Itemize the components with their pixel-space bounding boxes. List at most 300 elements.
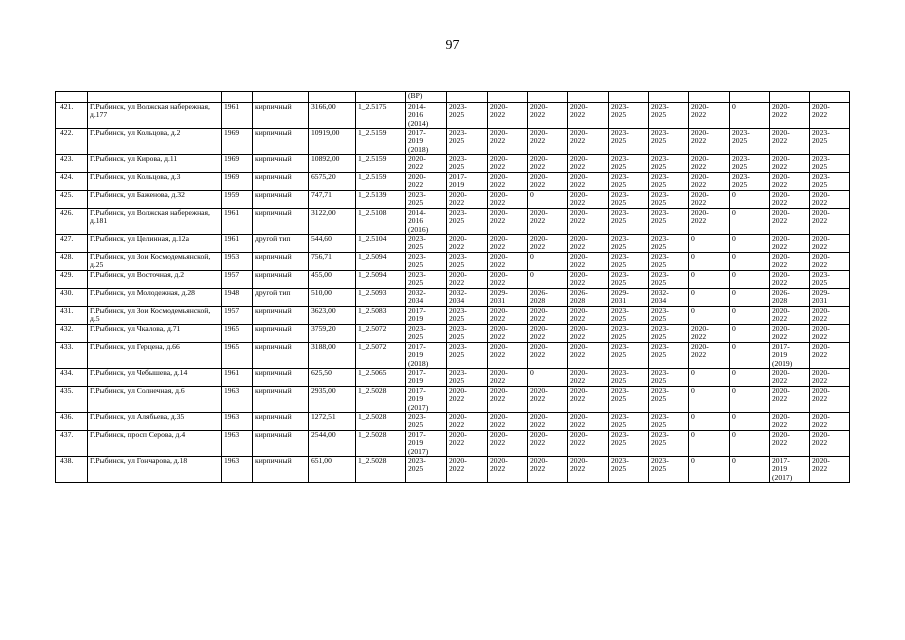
- table-cell: 2023- 2025: [609, 325, 649, 343]
- table-cell: кирпичный: [253, 413, 309, 431]
- table-cell: 2020- 2022: [770, 431, 810, 457]
- table-body: [56, 92, 850, 483]
- row-number-cell: 425.: [56, 191, 88, 209]
- table-cell: 2020- 2022: [810, 343, 850, 369]
- table-cell: 2020- 2022: [488, 325, 528, 343]
- table-cell: 2023- 2025: [649, 103, 689, 129]
- table-cell: кирпичный: [253, 253, 309, 271]
- address-cell: Г.Рыбинск, ул Кольцова, д.2: [88, 129, 222, 155]
- table-cell: 0: [730, 387, 770, 413]
- table-cell: 3166,00: [309, 103, 356, 129]
- table-row: [56, 209, 850, 235]
- row-number-cell: 431.: [56, 307, 88, 325]
- table-cell: 2026- 2028: [770, 289, 810, 307]
- table-row: [56, 387, 850, 413]
- row-number-cell: 432.: [56, 325, 88, 343]
- table-cell: 2026- 2028: [528, 289, 568, 307]
- table-cell: 2020- 2022: [406, 155, 447, 173]
- table-cell: 2023- 2025: [609, 413, 649, 431]
- address-cell: Г.Рыбинск, ул Алябьева, д.35: [88, 413, 222, 431]
- table-cell: 0: [730, 209, 770, 235]
- table-cell: 2023- 2025: [406, 271, 447, 289]
- address-cell: Г.Рыбинск, ул Волжская набережная, д.177: [88, 103, 222, 129]
- table-cell: 2023- 2025: [649, 209, 689, 235]
- table-cell: 10919,00: [309, 129, 356, 155]
- address-cell: Г.Рыбинск, ул Кольцова, д.3: [88, 173, 222, 191]
- table-cell: другой тип: [253, 235, 309, 253]
- table-cell: [609, 92, 649, 103]
- table-cell: 2023- 2025: [447, 253, 488, 271]
- table-row: [56, 103, 850, 129]
- table-cell: 2020- 2022: [488, 307, 528, 325]
- table-cell: 2020- 2022: [689, 103, 730, 129]
- table-cell: 2023- 2025: [649, 271, 689, 289]
- table-cell: 0: [689, 289, 730, 307]
- table-cell: 544,60: [309, 235, 356, 253]
- table-cell: кирпичный: [253, 271, 309, 289]
- address-cell: Г.Рыбинск, ул Чкалова, д.71: [88, 325, 222, 343]
- table-cell: 0: [730, 253, 770, 271]
- table-cell: 2020- 2022: [568, 369, 609, 387]
- table-cell: 1961: [222, 103, 253, 129]
- table-cell: 2020- 2022: [488, 155, 528, 173]
- table-cell: 2020- 2022: [568, 271, 609, 289]
- table-cell: 2020- 2022: [528, 343, 568, 369]
- table-cell: 2020- 2022: [810, 387, 850, 413]
- table-cell: 2020- 2022: [568, 191, 609, 209]
- table-cell: 2014- 2016 (2014): [406, 103, 447, 129]
- table-cell: 2020- 2022: [528, 431, 568, 457]
- table-cell: 2023- 2025: [649, 369, 689, 387]
- table-cell: 2023- 2025: [810, 155, 850, 173]
- address-cell: Г.Рыбинск, ул Молодежная, д.28: [88, 289, 222, 307]
- table-cell: 0: [730, 457, 770, 483]
- row-number-cell: 437.: [56, 431, 88, 457]
- table-cell: 0: [730, 413, 770, 431]
- table-cell: [689, 92, 730, 103]
- table-cell: 1_2.5159: [356, 173, 406, 191]
- row-number-cell: 426.: [56, 209, 88, 235]
- table-cell: 2023- 2025: [649, 173, 689, 191]
- table-row: [56, 413, 850, 431]
- address-cell: Г.Рыбинск, ул Гончарова, д.18: [88, 457, 222, 483]
- table-cell: 0: [730, 191, 770, 209]
- table-cell: 1_2.5028: [356, 413, 406, 431]
- table-cell: 651,00: [309, 457, 356, 483]
- table-cell: 2020- 2022: [488, 413, 528, 431]
- table-row: [56, 271, 850, 289]
- table-cell: 2023- 2025: [649, 129, 689, 155]
- address-cell: Г.Рыбинск, ул Герцена, д.66: [88, 343, 222, 369]
- table-cell: 2020- 2022: [770, 235, 810, 253]
- table-cell: 0: [689, 457, 730, 483]
- table-cell: [770, 92, 810, 103]
- table-cell: 2020- 2022: [689, 343, 730, 369]
- table-cell: 2023- 2025: [609, 271, 649, 289]
- table-cell: 2020- 2022: [447, 387, 488, 413]
- table-cell: 1953: [222, 253, 253, 271]
- table-cell: 2020- 2022: [447, 235, 488, 253]
- table-cell: 1_2.5065: [356, 369, 406, 387]
- table-cell: 2020- 2022: [488, 457, 528, 483]
- table-cell: 2023- 2025: [609, 387, 649, 413]
- table-cell: 2020- 2022: [810, 325, 850, 343]
- table-cell: 2023- 2025: [730, 155, 770, 173]
- table-cell: 2020- 2022: [488, 343, 528, 369]
- table-cell: кирпичный: [253, 191, 309, 209]
- table-cell: 2020- 2022: [770, 191, 810, 209]
- table-cell: 2020- 2022: [528, 413, 568, 431]
- table-cell: 2023- 2025: [649, 413, 689, 431]
- table-row: [56, 155, 850, 173]
- table-cell: 2020- 2022: [528, 307, 568, 325]
- table-cell: 2023- 2025: [649, 325, 689, 343]
- table-cell: 2023- 2025: [406, 235, 447, 253]
- table-cell: кирпичный: [253, 173, 309, 191]
- table-cell: 0: [528, 191, 568, 209]
- table-cell: 2017- 2019 (2018): [406, 343, 447, 369]
- table-cell: 0: [689, 271, 730, 289]
- table-row: [56, 343, 850, 369]
- table-cell: 2017- 2019: [406, 307, 447, 325]
- table-cell: 1969: [222, 173, 253, 191]
- table-cell: 2023- 2025: [406, 191, 447, 209]
- table-row: [56, 325, 850, 343]
- address-cell: Г.Рыбинск, ул Баженова, д.32: [88, 191, 222, 209]
- table-row: [56, 173, 850, 191]
- table-cell: 0: [689, 235, 730, 253]
- table-cell: 2023- 2025: [810, 271, 850, 289]
- table-cell: 0: [730, 103, 770, 129]
- table-cell: кирпичный: [253, 103, 309, 129]
- table-cell: 1_2.5094: [356, 271, 406, 289]
- table-row: [56, 191, 850, 209]
- table-cell: 2020- 2022: [528, 173, 568, 191]
- table-cell: 2020- 2022: [568, 413, 609, 431]
- address-cell: [88, 92, 222, 103]
- table-cell: 455,00: [309, 271, 356, 289]
- table-cell: 2020- 2022: [568, 325, 609, 343]
- address-cell: Г.Рыбинск, ул Восточная, д.2: [88, 271, 222, 289]
- table-cell: 2023- 2025: [730, 129, 770, 155]
- table-cell: 2020- 2022: [770, 173, 810, 191]
- table-cell: 1_2.5028: [356, 387, 406, 413]
- table-cell: 2020- 2022: [568, 209, 609, 235]
- table-cell: 2020- 2022: [689, 191, 730, 209]
- table-cell: 1_2.5028: [356, 457, 406, 483]
- table-cell: (ВР): [406, 92, 447, 103]
- row-number-cell: 438.: [56, 457, 88, 483]
- table-cell: 3188,00: [309, 343, 356, 369]
- table-cell: 2017- 2019 (2018): [406, 129, 447, 155]
- table-cell: 2023- 2025: [406, 413, 447, 431]
- table-cell: 0: [730, 235, 770, 253]
- table-cell: 2023- 2025: [649, 235, 689, 253]
- table-row: [56, 369, 850, 387]
- table-cell: 2023- 2025: [609, 369, 649, 387]
- table-cell: 2020- 2022: [770, 129, 810, 155]
- table-cell: [528, 92, 568, 103]
- table-cell: 2023- 2025: [447, 103, 488, 129]
- table-cell: 1272,51: [309, 413, 356, 431]
- table-cell: 2020- 2022: [770, 155, 810, 173]
- table-cell: 2023- 2025: [447, 369, 488, 387]
- table-header-row: [56, 92, 850, 103]
- table-cell: кирпичный: [253, 457, 309, 483]
- table-cell: 2023- 2025: [609, 307, 649, 325]
- table-cell: 0: [730, 325, 770, 343]
- table-cell: 2023- 2025: [447, 129, 488, 155]
- table-row: [56, 289, 850, 307]
- table-cell: 3623,00: [309, 307, 356, 325]
- table-cell: 2023- 2025: [649, 457, 689, 483]
- table-cell: 2020- 2022: [488, 369, 528, 387]
- row-number-cell: 424.: [56, 173, 88, 191]
- table-cell: 2020- 2022: [568, 431, 609, 457]
- table-cell: 2020- 2022: [447, 431, 488, 457]
- table-cell: [730, 92, 770, 103]
- table-cell: 2020- 2022: [689, 155, 730, 173]
- table-cell: 1957: [222, 307, 253, 325]
- table-cell: 2020- 2022: [568, 307, 609, 325]
- table-cell: 2020- 2022: [568, 235, 609, 253]
- table-cell: 1963: [222, 413, 253, 431]
- table-cell: 2020- 2022: [770, 253, 810, 271]
- table-cell: 2032- 2034: [447, 289, 488, 307]
- table-cell: 0: [730, 307, 770, 325]
- row-number-cell: 434.: [56, 369, 88, 387]
- table-cell: 2029- 2031: [488, 289, 528, 307]
- table-cell: 2020- 2022: [528, 387, 568, 413]
- table-cell: 2023- 2025: [609, 235, 649, 253]
- table-cell: 2026- 2028: [568, 289, 609, 307]
- table-cell: 0: [528, 253, 568, 271]
- table-cell: 2023- 2025: [447, 325, 488, 343]
- row-number-cell: 429.: [56, 271, 88, 289]
- table-row: [56, 307, 850, 325]
- table-cell: 756,71: [309, 253, 356, 271]
- table-cell: 2020- 2022: [488, 103, 528, 129]
- table-cell: 2023- 2025: [609, 173, 649, 191]
- table-cell: 2020- 2022: [568, 103, 609, 129]
- table-cell: 1_2.5094: [356, 253, 406, 271]
- table-row: [56, 431, 850, 457]
- table-cell: 1_2.5104: [356, 235, 406, 253]
- table-cell: 1961: [222, 235, 253, 253]
- table-cell: кирпичный: [253, 129, 309, 155]
- table-cell: 2017- 2019: [447, 173, 488, 191]
- table-cell: 2020- 2022: [770, 387, 810, 413]
- table-cell: 2544,00: [309, 431, 356, 457]
- table-cell: 2023- 2025: [609, 103, 649, 129]
- table-cell: 0: [689, 253, 730, 271]
- table-cell: 2020- 2022: [770, 103, 810, 129]
- table-row: [56, 235, 850, 253]
- table-cell: 0: [528, 271, 568, 289]
- row-number-cell: 433.: [56, 343, 88, 369]
- address-cell: Г.Рыбинск, ул Зои Космодемьянской, д.5: [88, 307, 222, 325]
- table-cell: 2020- 2022: [810, 253, 850, 271]
- table-cell: 2023- 2025: [649, 387, 689, 413]
- table-cell: 2023- 2025: [609, 457, 649, 483]
- table-cell: 2020- 2022: [810, 235, 850, 253]
- table-cell: 2017- 2019: [406, 369, 447, 387]
- address-cell: Г.Рыбинск, ул Волжская набережная, д.181: [88, 209, 222, 235]
- table-cell: 2020- 2022: [528, 209, 568, 235]
- table-cell: кирпичный: [253, 369, 309, 387]
- table-cell: 1_2.5028: [356, 431, 406, 457]
- table-cell: 2020- 2022: [770, 271, 810, 289]
- table-cell: 6575,20: [309, 173, 356, 191]
- table-cell: 2023- 2025: [447, 307, 488, 325]
- table-cell: 2020- 2022: [528, 155, 568, 173]
- table-cell: 2023- 2025: [609, 253, 649, 271]
- table-cell: 2020- 2022: [810, 457, 850, 483]
- table-cell: 2032- 2034: [406, 289, 447, 307]
- table-cell: [222, 92, 253, 103]
- address-cell: Г.Рыбинск, ул Кирова, д.11: [88, 155, 222, 173]
- table-cell: кирпичный: [253, 343, 309, 369]
- table-cell: [309, 92, 356, 103]
- table-cell: 2023- 2025: [649, 431, 689, 457]
- row-number-cell: 435.: [56, 387, 88, 413]
- table-cell: 510,00: [309, 289, 356, 307]
- table-cell: 2023- 2025: [810, 173, 850, 191]
- housing-table: [55, 91, 850, 483]
- table-cell: 2020- 2022: [488, 235, 528, 253]
- table-cell: 2020- 2022: [689, 129, 730, 155]
- table-cell: 2023- 2025: [810, 129, 850, 155]
- table-cell: 2020- 2022: [689, 325, 730, 343]
- table-cell: 3759,20: [309, 325, 356, 343]
- table-cell: 2935,00: [309, 387, 356, 413]
- table-cell: 2020- 2022: [568, 457, 609, 483]
- row-number-cell: 430.: [56, 289, 88, 307]
- row-number-cell: 436.: [56, 413, 88, 431]
- table-cell: 2020- 2022: [447, 271, 488, 289]
- table-cell: [447, 92, 488, 103]
- table-cell: [649, 92, 689, 103]
- table-cell: 2020- 2022: [770, 413, 810, 431]
- table-cell: 2020- 2022: [568, 253, 609, 271]
- row-number-cell: 423.: [56, 155, 88, 173]
- table-cell: 2023- 2025: [609, 191, 649, 209]
- table-cell: 0: [730, 289, 770, 307]
- table-cell: 2020- 2022: [568, 343, 609, 369]
- table-cell: 2023- 2025: [447, 155, 488, 173]
- table-cell: 2023- 2025: [609, 129, 649, 155]
- table-cell: 2020- 2022: [488, 253, 528, 271]
- table-cell: 2020- 2022: [810, 431, 850, 457]
- table-cell: 1963: [222, 431, 253, 457]
- table-cell: 2020- 2022: [528, 103, 568, 129]
- table-cell: 2017- 2019 (2017): [406, 431, 447, 457]
- table-cell: 2020- 2022: [810, 307, 850, 325]
- table-cell: 2020- 2022: [528, 457, 568, 483]
- address-cell: Г.Рыбинск, ул Целинная, д.12а: [88, 235, 222, 253]
- table-cell: кирпичный: [253, 325, 309, 343]
- table-cell: 1963: [222, 387, 253, 413]
- table-cell: 2023- 2025: [649, 253, 689, 271]
- table-cell: 2020- 2022: [568, 173, 609, 191]
- table-cell: 0: [689, 431, 730, 457]
- table-cell: 1969: [222, 129, 253, 155]
- table-cell: кирпичный: [253, 155, 309, 173]
- table-cell: 2032- 2034: [649, 289, 689, 307]
- table-cell: 2020- 2022: [810, 369, 850, 387]
- table-cell: 2023- 2025: [609, 431, 649, 457]
- table-cell: 1948: [222, 289, 253, 307]
- table-cell: 2017- 2019 (2019): [770, 343, 810, 369]
- table-cell: 1_2.5072: [356, 343, 406, 369]
- table-cell: 1959: [222, 191, 253, 209]
- table-cell: 2020- 2022: [810, 209, 850, 235]
- table-cell: кирпичный: [253, 307, 309, 325]
- table-cell: 2020- 2022: [568, 129, 609, 155]
- table-cell: 2020- 2022: [770, 369, 810, 387]
- table-cell: 0: [528, 369, 568, 387]
- table-cell: 2023- 2025: [406, 457, 447, 483]
- table-cell: 0: [689, 413, 730, 431]
- table-cell: 2020- 2022: [770, 209, 810, 235]
- table-cell: [488, 92, 528, 103]
- table-cell: 2020- 2022: [528, 325, 568, 343]
- row-number-cell: 427.: [56, 235, 88, 253]
- row-number-cell: 428.: [56, 253, 88, 271]
- table-cell: 2020- 2022: [810, 413, 850, 431]
- table-cell: 1_2.5108: [356, 209, 406, 235]
- table-cell: 10892,00: [309, 155, 356, 173]
- table-cell: 2023- 2025: [649, 343, 689, 369]
- table-cell: 2023- 2025: [406, 253, 447, 271]
- table-cell: 1_2.5083: [356, 307, 406, 325]
- table-cell: 2014- 2016 (2016): [406, 209, 447, 235]
- table-cell: 2020- 2022: [689, 173, 730, 191]
- table-cell: 1_2.5159: [356, 155, 406, 173]
- address-cell: Г.Рыбинск, ул Зои Космодемьянской, д.25: [88, 253, 222, 271]
- table-cell: 2020- 2022: [447, 191, 488, 209]
- table-cell: 1965: [222, 325, 253, 343]
- table-cell: 2023- 2025: [649, 191, 689, 209]
- table-cell: 2020- 2022: [488, 431, 528, 457]
- address-cell: Г.Рыбинск, просп Серова, д.4: [88, 431, 222, 457]
- table-cell: 2023- 2025: [609, 209, 649, 235]
- table-cell: 2020- 2022: [488, 129, 528, 155]
- table-cell: [810, 92, 850, 103]
- table-cell: 0: [689, 387, 730, 413]
- table-cell: 2020- 2022: [568, 387, 609, 413]
- table-cell: 2023- 2025: [447, 209, 488, 235]
- table-cell: 0: [730, 369, 770, 387]
- table-cell: 1_2.5072: [356, 325, 406, 343]
- table-cell: 1961: [222, 369, 253, 387]
- row-number-cell: 421.: [56, 103, 88, 129]
- table-cell: 2023- 2025: [649, 307, 689, 325]
- table-cell: [253, 92, 309, 103]
- table-cell: 2020- 2022: [447, 457, 488, 483]
- table-cell: 1969: [222, 155, 253, 173]
- table-cell: 2023- 2025: [649, 155, 689, 173]
- table-cell: кирпичный: [253, 387, 309, 413]
- row-number-cell: 422.: [56, 129, 88, 155]
- table-cell: 1_2.5139: [356, 191, 406, 209]
- table-cell: [568, 92, 609, 103]
- table-cell: 0: [730, 271, 770, 289]
- table-cell: 2023- 2025: [730, 173, 770, 191]
- table-cell: 2017- 2019 (2017): [770, 457, 810, 483]
- table-cell: 2020- 2022: [568, 155, 609, 173]
- table-cell: [356, 92, 406, 103]
